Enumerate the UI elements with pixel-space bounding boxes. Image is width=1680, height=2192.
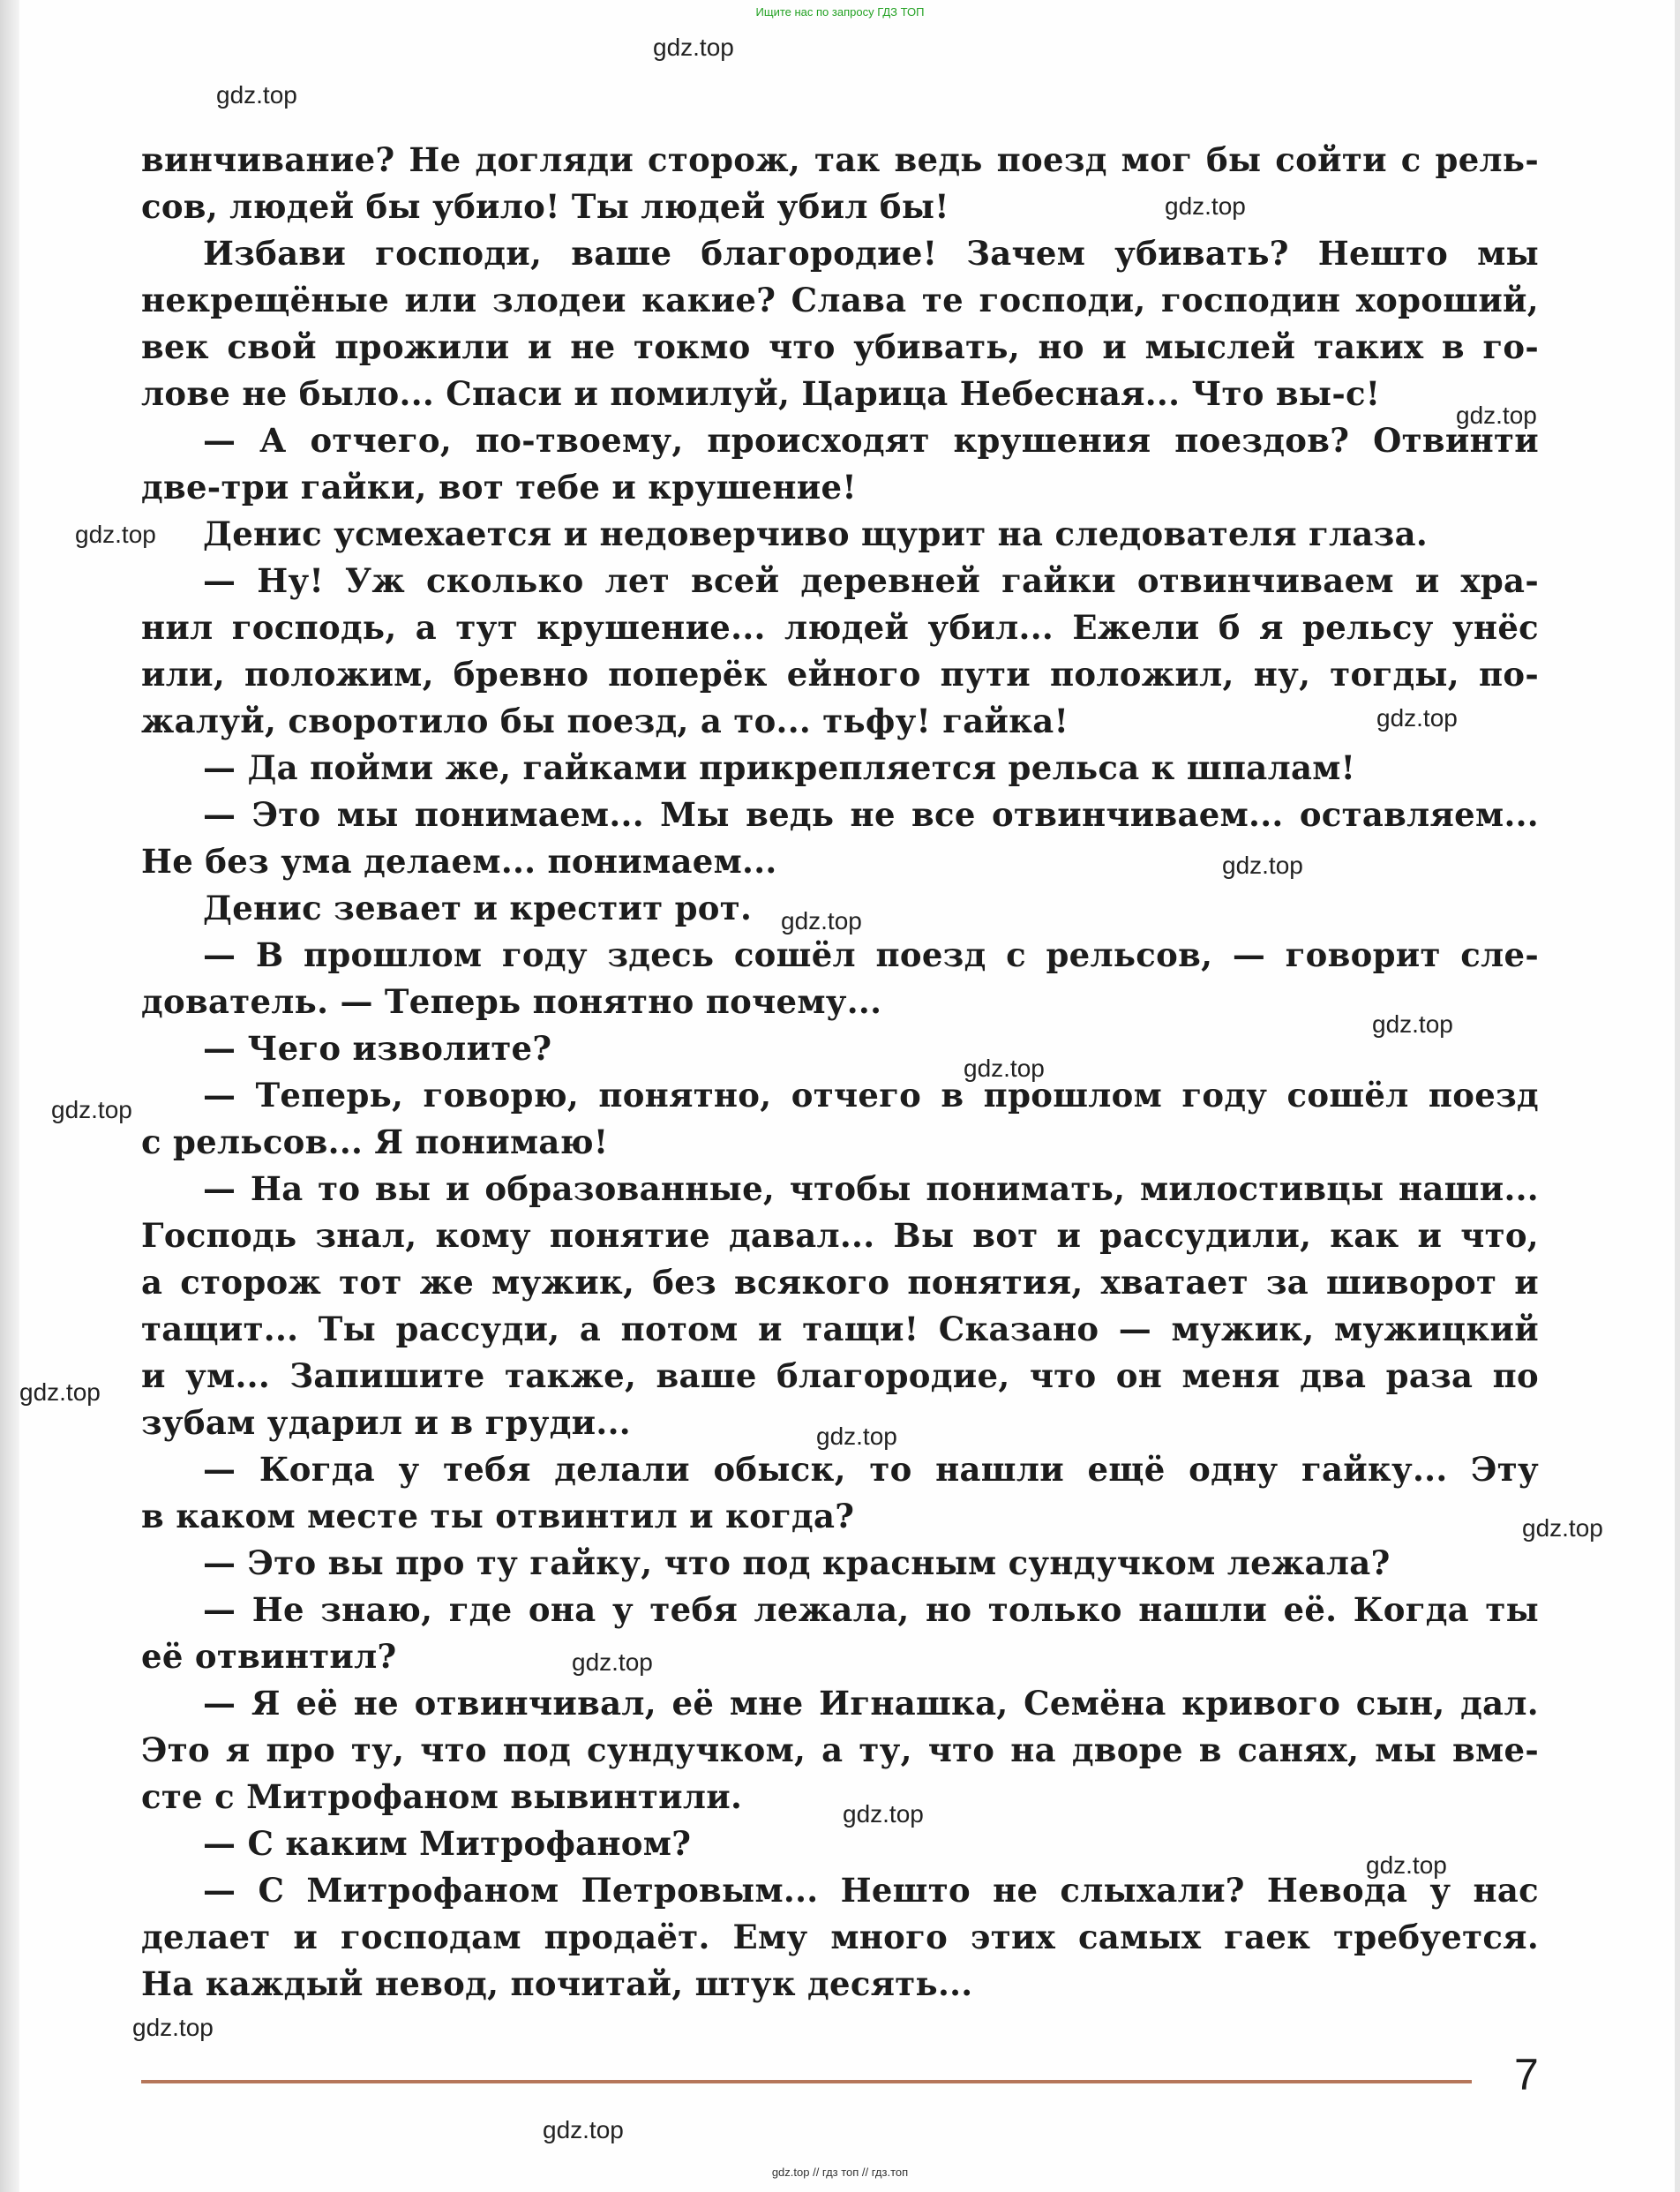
- text-line: — Чего изволите?: [203, 1029, 552, 1068]
- watermark: gdz.top: [653, 34, 734, 61]
- page-left-edge: [0, 0, 19, 2192]
- text-line: сов, людей бы убило! Ты людей убил бы!: [141, 187, 949, 226]
- text-line: лове не было... Спаси и помилуй, Царица Небесная... Что вы-с!: [141, 374, 1381, 413]
- text-line: Господь знал, кому понятие давал... Вы вот и рассудили, как и что,: [141, 1216, 1539, 1255]
- footer-rule: [141, 2080, 1472, 2083]
- text-line: — Это вы про ту гайку, что под красным сундучком лежала?: [203, 1543, 1391, 1582]
- watermark: gdz.top: [51, 1096, 132, 1123]
- watermark: gdz.top: [1372, 1010, 1453, 1038]
- watermark: gdz.top: [1456, 402, 1537, 429]
- watermark: gdz.top: [1366, 1851, 1447, 1879]
- text-line: — В прошлом году здесь сошёл поезд с рельсов, — говорит сле-: [203, 935, 1539, 974]
- text-line: — На то вы и образованные, чтобы понимать, милостивцы наши...: [203, 1169, 1539, 1208]
- watermark: gdz.top: [543, 2116, 624, 2143]
- text-line: — Я её не отвинчивал, её мне Игнашка, Семёна кривого сын, дал.: [203, 1684, 1539, 1723]
- watermark: gdz.top: [19, 1378, 101, 1406]
- text-line: сте с Митрофаном вывинтили.: [141, 1777, 743, 1816]
- text-line: Денис зевает и крестит рот.: [203, 889, 753, 927]
- text-line: некрещёные или злодеи какие? Слава те господи, господин хороший,: [141, 281, 1539, 319]
- book-text: [141, 137, 1539, 2008]
- watermark: gdz.top: [1376, 704, 1458, 732]
- text-line: На каждый невод, почитай, штук десять...: [141, 1964, 973, 2003]
- watermark: gdz.top: [781, 907, 862, 935]
- page-number: 7: [1514, 2050, 1539, 2099]
- page-right-edge: [1675, 0, 1680, 2192]
- text-line: её отвинтил?: [141, 1637, 397, 1676]
- watermark: gdz.top: [1522, 1514, 1603, 1542]
- text-line: зубам ударил и в груди...: [141, 1403, 631, 1442]
- text-line: Это я про ту, что под сундучком, а ту, что на дворе в санях, мы вме-: [141, 1730, 1539, 1769]
- top-banner: Ищите нас по запросу ГДЗ ТОП: [755, 5, 925, 19]
- watermark: gdz.top: [843, 1800, 924, 1828]
- text-line: тащит... Ты рассуди, а потом и тащи! Сказано — мужик, мужицкий: [141, 1310, 1539, 1348]
- text-line: — Это мы понимаем... Мы ведь не все отвинчиваем... оставляем...: [203, 795, 1539, 834]
- text-line: век свой прожили и не токмо что убивать, но и мыслей таких в го-: [141, 327, 1539, 366]
- text-line: Избави господи, ваше благородие! Зачем убивать? Нешто мы: [203, 234, 1539, 273]
- text-line: Не без ума делаем... понимаем...: [141, 842, 777, 881]
- text-line: — Теперь, говорю, понятно, отчего в прошлом году сошёл поезд: [203, 1076, 1539, 1115]
- text-line: и ум... Запишите также, ваше благородие, что он меня два раза по: [141, 1356, 1539, 1395]
- text-line: — С Митрофаном Петровым... Нешто не слыхали? Невода у нас: [203, 1871, 1539, 1910]
- watermark: gdz.top: [1165, 192, 1246, 220]
- text-line: жалуй, своротило бы поезд, а то... тьфу! гайка!: [141, 702, 1069, 740]
- text-line: или, положим, бревно поперёк ейного пути положил, ну, тогды, по-: [141, 655, 1539, 694]
- text-line: Денис усмехается и недоверчиво щурит на следователя глаза.: [203, 514, 1429, 553]
- text-line: — Не знаю, где она у тебя лежала, но только нашли её. Когда ты: [203, 1590, 1539, 1629]
- text-line: — Когда у тебя делали обыск, то нашли ещё одну гайку... Эту: [203, 1450, 1539, 1489]
- watermark: gdz.top: [816, 1423, 897, 1450]
- bottom-banner: gdz.top // гдз топ // гдз.топ: [771, 2166, 909, 2179]
- text-line: — С каким Митрофаном?: [203, 1824, 692, 1863]
- text-line: две-три гайки, вот тебе и крушение!: [141, 468, 857, 507]
- watermark: gdz.top: [572, 1648, 653, 1676]
- text-line: нил господь, а тут крушение... людей убил... Ежели б я рельсу унёс: [141, 608, 1539, 647]
- text-line: с рельсов... Я понимаю!: [141, 1122, 609, 1161]
- watermark: gdz.top: [75, 521, 156, 548]
- text-line: винчивание? Не догляди сторож, так ведь поезд мог бы сойти с рель-: [141, 140, 1539, 179]
- watermark: gdz.top: [216, 81, 297, 109]
- text-line: — Ну! Уж сколько лет всей деревней гайки отвинчиваем и хра-: [203, 561, 1539, 600]
- text-line: в каком месте ты отвинтил и когда?: [141, 1497, 855, 1535]
- watermark: gdz.top: [1222, 852, 1303, 879]
- text-line: делает и господам продаёт. Ему много этих самых гаек требуется.: [141, 1918, 1539, 1956]
- text-line: а сторож тот же мужик, без всякого понятия, хватает за шиворот и: [141, 1263, 1539, 1302]
- watermark: gdz.top: [964, 1055, 1045, 1082]
- text-line: — А отчего, по-твоему, происходят крушения поездов? Отвинти: [203, 421, 1539, 460]
- watermark: gdz.top: [132, 2014, 214, 2041]
- text-line: — Да пойми же, гайками прикрепляется рельса к шпалам!: [203, 748, 1356, 787]
- text-line: дователь. — Теперь понятно почему...: [141, 982, 882, 1021]
